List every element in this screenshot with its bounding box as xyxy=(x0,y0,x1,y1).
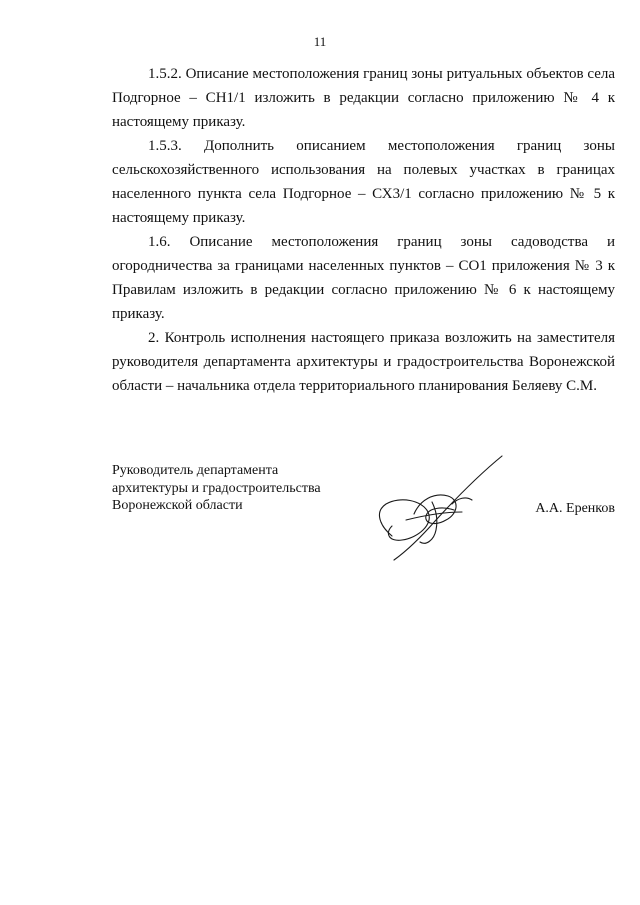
paragraph-1-5-3: 1.5.3. Дополнить описанием местоположения границ зоны сельскохозяйственного использования на полевых участках в границах населенного пункта села Подгорное – СХ3/1 согласно приложению № 5 к настоящему приказу. xyxy=(112,138,615,226)
page-number: 11 xyxy=(313,34,327,49)
order-body xyxy=(112,62,615,398)
paragraph-1-6: 1.6. Описание местоположения границ зоны садоводства и огородничества за границами населенных пунктов – СО1 приложения № 3 к Правилам изложить в редакции согласно приложению № 6 к настоящему приказу. xyxy=(112,234,615,322)
paragraph-2: 2. Контроль исполнения настоящего приказа возложить на заместителя руководителя департамента архитектуры и градостроительства Воронежской области – начальника отдела территориального планирования Беляеву С.М. xyxy=(112,330,615,394)
signer-title-line: архитектуры и градостроительства xyxy=(112,480,321,496)
signature-block xyxy=(112,462,615,572)
paragraph-1-5-2: 1.5.2. Описание местоположения границ зоны ритуальных объектов села Подгорное – СН1/1 изложить в редакции согласно приложению № 4 к настоящему приказу. xyxy=(112,66,615,130)
handwritten-signature xyxy=(362,454,512,564)
signer-title-line: Воронежской области xyxy=(112,498,243,513)
signer-name: А.А. Еренков xyxy=(535,501,615,516)
signer-title-line: Руководитель департамента xyxy=(112,463,279,478)
